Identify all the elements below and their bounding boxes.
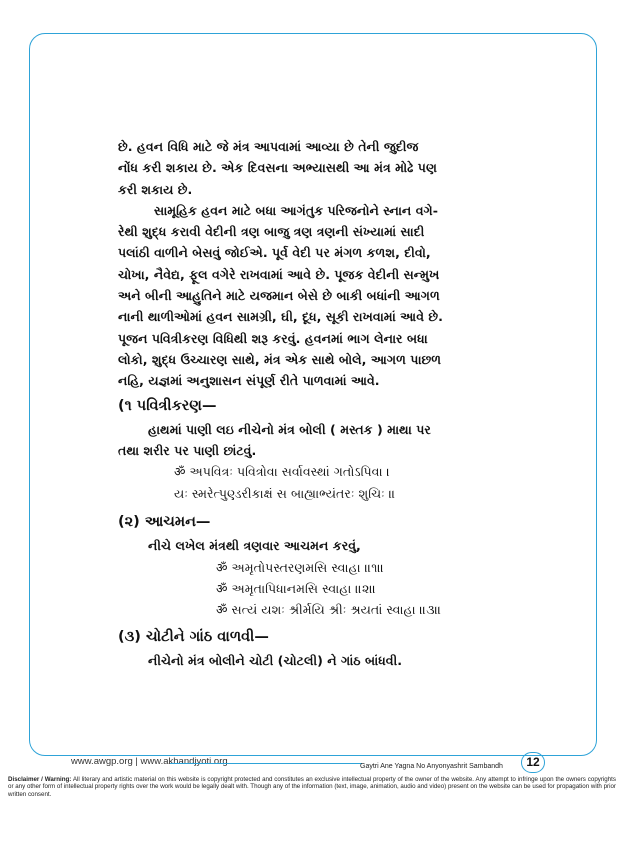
text-line: લોકો, શુદ્ધ ઉચ્ચારણ સાથે, મંત્ર એક સાથે બોલે, આગળ પાછળ xyxy=(118,351,442,367)
page-body xyxy=(118,136,518,671)
text-line: નોંધ કરી શકાય છે. એક દિવસના અભ્યાસથી આ મંત્ર મોઢે પણ xyxy=(118,160,437,176)
section-heading-choti: (૩) ચોટીને ગાંઠ વાળવી— xyxy=(118,628,269,645)
page-number-badge: 12 xyxy=(521,752,545,773)
text-line: કરી શકાય છે. xyxy=(118,181,193,197)
mantra-line: ॐ સત્યં યશઃ શ્રીર્મયિ શ્રીઃ શ્રયતાં સ્વાહા ॥૩॥ xyxy=(216,602,442,618)
text-line: નાની થાળીઓમાં હવન સામગ્રી, ઘી, દૂધ, સૂકી રાખવામાં આવે છે. xyxy=(118,309,443,325)
section-heading-pavitrikaran: (૧ પવિત્રીકરણ— xyxy=(118,397,217,414)
text-line: ચોખા, નૈવેદ્ય, ફૂલ વગેરે રાખવામાં આવે છે. પૂજક વેદીની સન્મુખ xyxy=(118,266,440,282)
text-line: રેથી શુદ્ધ કરાવી વેદીની ત્રણ બાજુ ત્રણ ત્રણની સંખ્યામાં સાદી xyxy=(118,224,425,240)
footer-site-links: www.awgp.org | www.akhandjyoti.org xyxy=(71,756,228,767)
text-line: નીચેનો મંત્ર બોલીને ચોટી (ચોટલી) ને ગાંઠ બાંધવી. xyxy=(148,652,403,668)
disclaimer-label: Disclaimer / Warning: xyxy=(8,776,72,783)
text-line: સામૂહિક હવન માટે બધા આગંતુક પરિજનોને સ્નાન વગે- xyxy=(154,202,438,218)
footer-divider xyxy=(170,763,362,764)
section-heading-achaman: (૨) આચમન— xyxy=(118,514,211,531)
text-line: છે. હવન વિધિ માટે જે મંત્ર આપવામાં આવ્યા છે તેની જુદીજ xyxy=(118,139,419,154)
text-line: હાથમાં પાણી લઇ નીચેનો મંત્ર બોલી ( મસ્તક ) માથા પર xyxy=(148,421,431,437)
text-line: પૂજન પવિત્રીકરણ વિધિથી શરૂ કરવું. હવનમાં ભાગ લેનાર બધા xyxy=(118,330,428,346)
text-line: નીચે લખેલ મંત્રથી ત્રણવાર આચમન કરવું, xyxy=(148,538,361,554)
mantra-line: ॐ અપવિત્રઃ પવિત્રોવા સર્વાવસ્થાં ગતોઽપિવા । xyxy=(174,464,390,480)
footer-book-title: Gaytri Ane Yagna No Anyonyashrit Sambandh xyxy=(360,763,503,770)
text-line: નહિ, યજ્ઞમાં અનુશાસન સંપૂર્ણ રીતે પાળવામાં આવે. xyxy=(118,373,380,389)
mantra-line: ॐ અમૃતોપસ્તરણમસિ સ્વાહા ॥૧॥ xyxy=(216,559,385,575)
text-line: તથા શરીર પર પાણી છાંટવું. xyxy=(118,443,257,459)
disclaimer-text: All literary and artistic material on this website is copyright protected and constitutes an exclusive intellectual property of the owner of the website. Any attempt to infringe upon the owners copyrights or any other form of intellectual property rights over the work would be legally dealt with. Though any of the information (text, image, animation, audio and video) present on the website can be used for propagation with prior written consent. xyxy=(8,776,616,798)
text-line: પલાંઠી વાળીને બેસવું જોઈએ. પૂર્વ વેદી પર મંગળ કળશ, દીવો, xyxy=(118,245,431,261)
disclaimer xyxy=(8,776,616,798)
collective-havan-paragraph xyxy=(118,200,518,392)
text-line: અને બીની આહુતિને માટે યજમાન બેસે છે બાકી બધાંની આગળ xyxy=(118,288,440,304)
mantra-line: ॐ અમૃતાપિધાનમસિ સ્વાહા ॥૨॥ xyxy=(216,580,376,596)
mantra-line: યઃ સ્મરેત્પુણ્ડરીકાક્ષં સ બાહ્યાભ્યંતરઃ શુચિઃ ॥ xyxy=(174,485,396,501)
intro-paragraph xyxy=(118,136,518,200)
